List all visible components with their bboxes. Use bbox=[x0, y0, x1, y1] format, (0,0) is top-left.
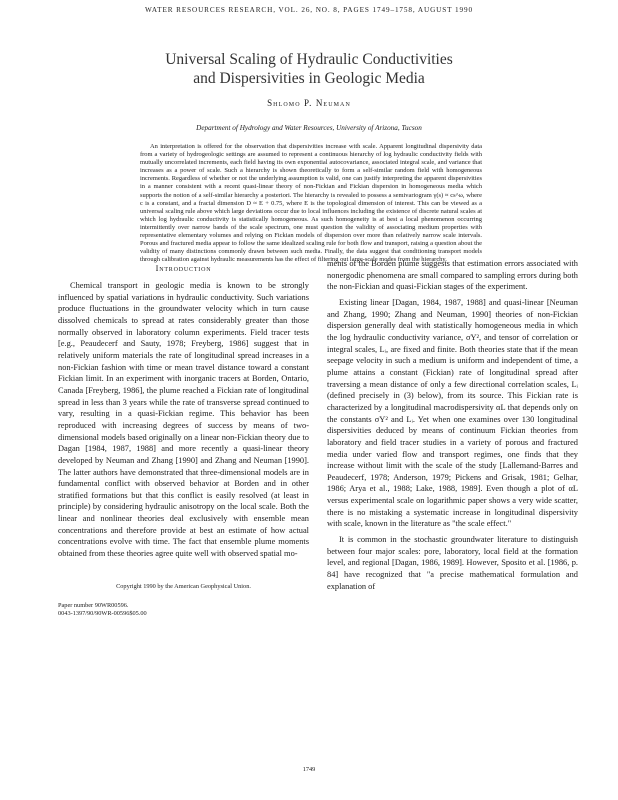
running-head: WATER RESOURCES RESEARCH, VOL. 26, NO. 8, PAGES 1749–1758, AUGUST 1990 bbox=[144, 6, 474, 14]
author-name: Shlomo P. Neuman bbox=[267, 98, 351, 108]
page-number: 1749 bbox=[302, 766, 316, 773]
issn-code: 0043-1397/90/90WR-00596$05.00 bbox=[58, 609, 147, 617]
paper-title bbox=[0, 50, 618, 88]
right-column bbox=[327, 258, 578, 592]
abstract-text: An interpretation is offered for the observation that dispersivities increase with scale. Apparent longitudinal dispersivity data from a variety of hydrogeologic settings are assumed to represent a continuous hierarchy of log hydraulic conductivity fields with mutually uncorrelated increments, each field having its own exponential autocovariance, associated integral scale, and variance that increases as a power of scale. Such a hierarchy is shown theoretically to form a self-similar random field with homogeneous increments. Regardless of whether or not the underlying assumption is valid, one can justify interpreting the apparent dispersivities in a manner consistent with a recent quasi-linear theory of non-Fickian and Fickian dispersion in homogeneous media which supports the notion of a self-similar hierarchy a posteriori. The hierarchy is revealed to possess a semivariogram γ(s) ≈ cs^ω, where c is a constant, and a fractal dimension D ≈ E + 0.75, where E is the topological dimension of interest. This can be viewed as a universal scaling rule above which large deviations occur due to local influences including the existence of discrete natural scales at which log hydraulic conductivity is statistically homogeneous. As such homogeneity is at best a local phenomenon occurring intermittently over narrow bands of the scale spectrum, one must question the validity of associating medium properties with representative elementary volumes and relying on Fickian models of dispersion over more than relatively narrow scale intervals. Porous and fractured media appear to follow the same idealized scaling rule for both flow and transport, raising a question about the validity of many distinctions commonly drawn between such media. Finally, the data suggest that conditioning transport models through calibration against hydraulic measurements has the effect of filtering out large-scale modes from the hierarchy. bbox=[140, 143, 482, 264]
paper-number: Paper number 90WR00596. bbox=[58, 601, 129, 609]
footnote-block bbox=[58, 583, 309, 618]
title-line-1: Universal Scaling of Hydraulic Conductivities bbox=[165, 51, 453, 68]
left-column bbox=[58, 258, 309, 618]
body-paragraph: ments of the Borden plume suggests that estimation errors associated with nonergodic phenomena are small compared to sampling errors during both the non-Fickian and quasi-Fickian stages of the experiment. bbox=[327, 259, 578, 292]
body-paragraph: It is common in the stochastic groundwater literature to distinguish between four major scales: pore, laboratory, local field at the formation level, and regional [Dagan, 1986, 1989]. However, Sposito et al. [1986, p. 84] have recognized that "a precise mathematical formulation and explanation of bbox=[327, 535, 578, 591]
body-paragraph: Existing linear [Dagan, 1984, 1987, 1988] and quasi-linear [Neuman and Zhang, 1990; Zhang and Neuman, 1990] theories of non-Fickian dispersion generally deal with statistically homogeneous media in which the log hydraulic conductivity variance, σY², and tensor of correlation or integral scales, Lᵢ, are fixed and finite. Both theories state that if the mean seepage velocity in such a medium is uniform and independent of time, a plume attains a constant (Fickian) rate of longitudinal spread after traversing a mean distance of only a few directional correlation scales, Lᵢ (defined precisely in (3) below), from its source. This Fickian rate is characterized by a longitudinal macrodispersivity αL that depends only on the constants σY² and Lᵢ. Yet when one examines over 130 longitudinal dispersivities deduced by means of continuum Fickian theories from laboratory and field tracer studies in a variety of porous and fractured media under varied flow and transport regimes, one finds that they increase without limit with the scale of the study [Lallemand-Barres and Peaudecerf, 1978; Anderson, 1979; Pickens and Grisak, 1981; Gelhar, 1986; Arya et al., 1988; Lake, 1988, 1989]. Even though a plot of αL versus experimental scale on logarithmic paper shows a very wide scatter, there is no mistaking a systematic increase in longitudinal dispersivity with scale, known in the literature as "the scale effect." bbox=[327, 297, 578, 529]
body-paragraph: Chemical transport in geologic media is known to be strongly influenced by spatial variations in hydraulic conductivity. Such variations produce fluctuations in the groundwater velocity which in turn cause dissolved chemicals to spread at rates considerably greater than those normally observed in laboratory column experiments. Field tracer tests [e.g., Peaudecerf and Sauty, 1978; Freyberg, 1986] suggest that in relatively uniform materials the rate of longitudinal spread increases in a non-Fickian fashion with time or mean travel distance toward a constant Fickian limit. In an experiment with inorganic tracers at Borden, Ontario, Canada [Freyberg, 1986], the plume reached a Fickian rate of longitudinal spread in less than 3 years while the rate of transverse spread continued to vary, resulting in a quasi-Fickian regime. This behavior has been reproduced with increasing degrees of success by means of two-dimensional models based originally on a linear non-Fickian theory due to Dagan [1984, 1987, 1988] and more recently a quasi-linear theory developed by Neuman and Zhang [1990] and Zhang and Neuman [1990]. The latter authors have demonstrated that three-dimensional models are in fundamental conflict with observed behavior at Borden and in other stratified formations but that this conflict is easily resolved (at least in principle) by considering hydraulic anisotropy on the local scale. Both the linear and nonlinear theories deal exclusively with ensemble mean concentrations and therefore provide at best an estimate of how actual concentrations evolve with time. The fact that ensemble plume moments obtained from these theories agree quite well with observed spatial mo- bbox=[58, 281, 309, 559]
title-line-2: and Dispersivities in Geologic Media bbox=[193, 70, 425, 87]
introduction-heading: Introduction bbox=[155, 264, 212, 273]
abstract bbox=[140, 143, 482, 264]
author-affiliation: Department of Hydrology and Water Resources, University of Arizona, Tucson bbox=[196, 124, 422, 132]
copyright-notice: Copyright 1990 by the American Geophysical Union. bbox=[116, 582, 251, 590]
